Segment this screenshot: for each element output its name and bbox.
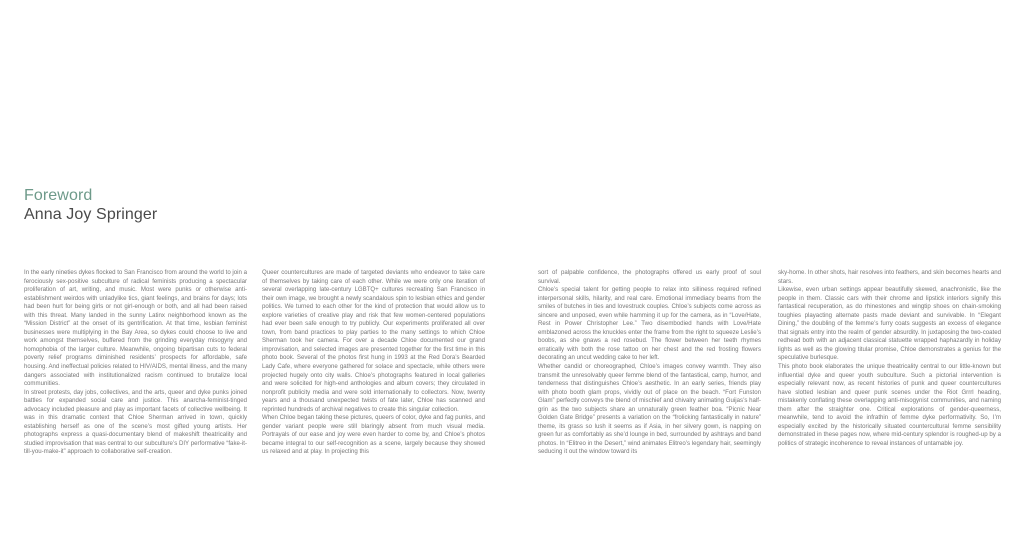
author-name: Anna Joy Springer <box>24 206 158 223</box>
paragraph: Likewise, even urban settings appear beautifully skewed, anachronistic, like the people in them. Classic cars with their chrome and lipstick interiors signify this fantastical recuperation, as do rhinestones and wingtip shoes on chain-smoking toughies playacting alternate pasts made deviant and survivable. In “Elegant Dining,” the doubling of the femme’s furry coats suggests an excess of elegance that signals entry into the realm of gender absurdity. In juxtaposing the two-coated redhead both with an adjacent classical statuette wrapped haphazardly in holiday lights as well as the glowing titular promise, Chloe demonstrates a genius for the speculative burlesque. <box>778 286 1001 362</box>
page-title: Foreword <box>24 187 93 204</box>
paragraph: sky-home. In other shots, hair resolves into feathers, and skin becomes hearts and stars. <box>778 269 1001 285</box>
text-column-4 <box>778 269 1001 448</box>
text-column-1 <box>24 269 247 457</box>
paragraph: This photo book elaborates the unique theatricality central to our little-known but influential dyke and queer youth subculture. Such a pictorial intervention is especially relevant now, as recent histories of punk and queer countercultures have slotted lesbian and queer punk scenes under the Riot Grrrl heading, mistakenly conflating these overlapping anti-misogynist communities, and naming them after the straighter one. Critical explorations of gender-queerness, meanwhile, tend to avoid the infrathin of femme dyke performativity. So, I’m especially excited by the historically situated countercultural femme sensibility demonstrated in these pages now, where mid-century splendor is roughed-up by a politics of strategic incoherence to reveal instances of untamable joy. <box>778 363 1001 447</box>
text-column-2 <box>262 269 485 457</box>
paragraph: Chloe’s special talent for getting people to relax into silliness required refined interpersonal skills, hilarity, and real care. Emotional immediacy beams from the smiles of butches in ties and lovestruck couples. Chloe’s subjects come across as sincere and unposed, even while hamming it up for the camera, as in “Love/Hate, Rest in Power Christopher Lee.” Two disembodied hands with Love/Hate emblazoned across the knuckles enter the frame from the right to squeeze Leslie’s boobs, as she gnaws a red rosebud. The flower between her teeth rhymes erratically with both the rose tattoo on her chest and the red frosting flowers decorating an uncut wedding cake to her left. <box>538 286 761 362</box>
paragraph: When Chloe began taking these pictures, queers of color, dyke and fag punks, and gender variant people were still blaringly absent from much visual media. Portrayals of our ease and joy were even harder to come by, and Chloe’s photos became integral to our self-recognition as a scene, largely because they showed us relaxed and at play. In projecting this <box>262 414 485 456</box>
paragraph: In street protests, day jobs, collectives, and the arts, queer and dyke punks joined battles for expanded social care and justice. This anarcha-feminist-tinged advocacy included pleasure and play as important facets of collective wellbeing. It was in this dramatic context that Chloe Sherman arrived in town, quickly establishing herself as one of the scene’s most gifted young artists. Her photographs express a quasi-documentary blend of makeshift theatricality and studied improvisation that was central to our subculture’s DIY performative “fake-it-till-you-make-it” approach to collaborative self-creation. <box>24 388 247 456</box>
paragraph: sort of palpable confidence, the photographs offered us early proof of soul survival. <box>538 269 761 285</box>
text-column-3 <box>538 269 761 457</box>
foreword-heading <box>24 186 157 224</box>
paragraph: Whether candid or choreographed, Chloe’s images convey warmth. They also transmit the unresolvably queer femme blend of the fantastical, camp, humor, and tenderness that distinguishes Chloe’s aesthetic. In an early series, friends play with photo booth glam props, vividly out of place on the beach. “Fort Funston Glam” perfectly conveys the blend of mischief and chivalry animating Guijas’s half-grin as the two subjects share an unnaturally green feather boa. “Picnic Near Golden Gate Bridge” presents a variation on the “frolicking fantastically in nature” theme, its grass so lush it seems as if Asia, in her silvery gown, is napping on green fur as comfortably as she’d lounge in bed, surrounded by ashtrays and band photos. In “Elitreo in the Desert,” wind animates Elitreo’s legendary hair, seemingly seducing it out the window toward its <box>538 363 761 456</box>
paragraph: In the early nineties dykes flocked to San Francisco from around the world to join a ferociously sex-positive subculture of radical feminists producing a spectacular proliferation of art, writing, and music. Most were punks or otherwise anti-establishment weirdos with unladylike tics, giant feelings, and brains for days; lots had been hurt for being girls or not girl-enough or both, and all had been raised with this threat. Many landed in the sunny Latinx neighborhood known as the “Mission District” at the onset of its gentrification. At that time, lesbian feminist businesses were multiplying in the Bay Area, so dykes could choose to live and work amongst themselves, buffered from the grinding everyday misogyny and homophobia of the larger culture. Meanwhile, ongoing bipartisan cuts to federal poverty relief programs diminished residents’ prospects for affordable, safe housing. And ineffectual policies related to HIV/AIDS, mental illness, and the many dangers associated with institutionalized racism continued to brutalize local communities. <box>24 269 247 388</box>
paragraph: Queer countercultures are made of targeted deviants who endeavor to take care of themselves by taking care of each other. While we were only one iteration of several overlapping late-century LGBTQ+ cultures recreating San Francisco in their own image, we brought a newly scandalous spin to lesbian ethics and gender politics. We turned to each other for the kind of protection that would allow us to explore varieties of creative play and risk that few women-centered populations had ever been safe enough to try publicly. Our experiments proliferated all over town, from band practices to play parties to the many settings to which Chloe Sherman took her camera. For over a decade Chloe documented our grand improvisation, and selected images are presented together for the first time in this photo book. Several of the photos first hung in 1993 at the Red Dora’s Bearded Lady Cafe, where everyone gathered for solace and spectacle, while others were projected hugely onto city walls. Chloe’s photographs featured in local galleries and were solicited for high-end anthologies and album covers; they circulated in nonprofit publicity media and were sold internationally to collectors. Now, twenty years and a thousand unexpected twists of fate later, Chloe has scanned and reprinted hundreds of archival negatives to create this singular collection. <box>262 269 485 413</box>
